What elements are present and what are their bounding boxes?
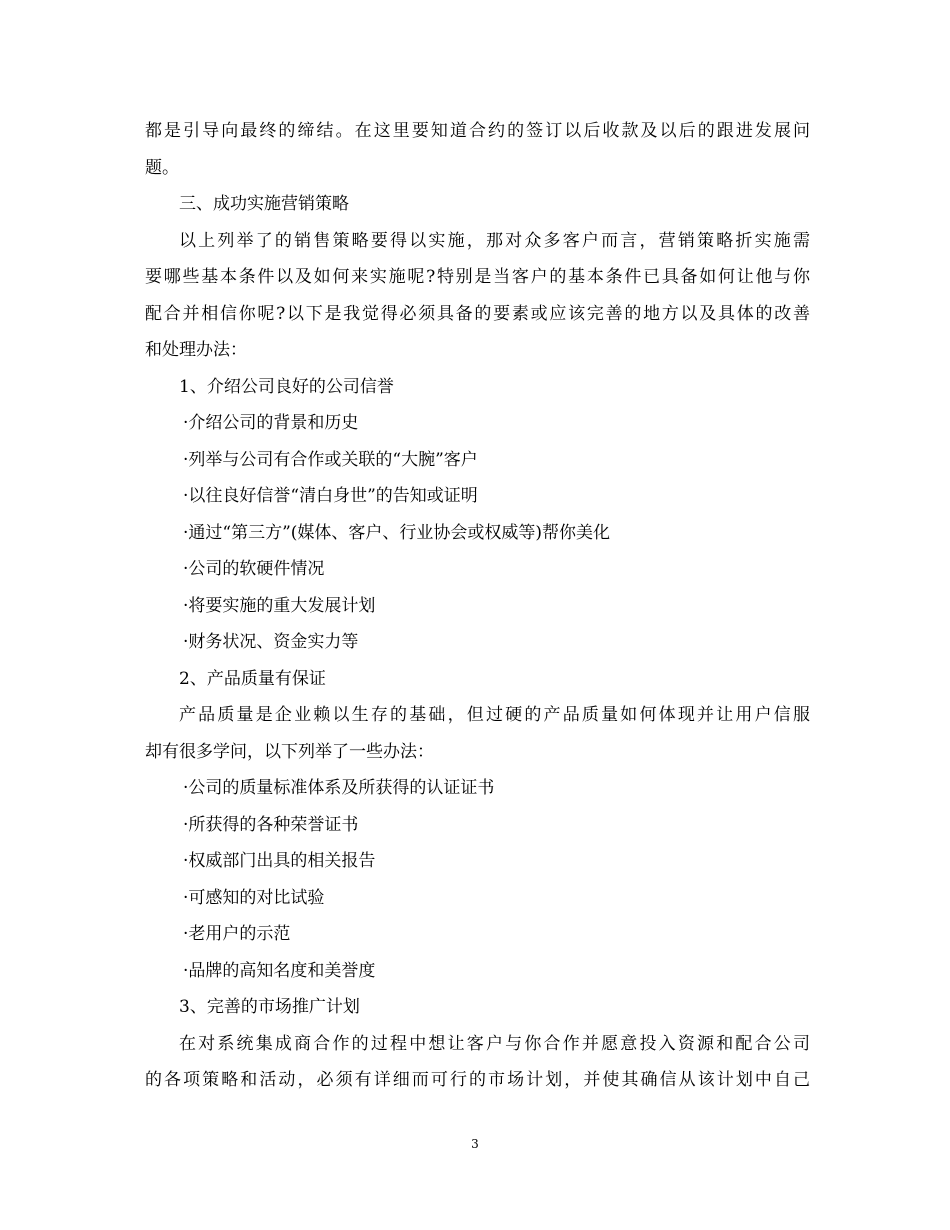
paragraph-line: 的各项策略和活动，必须有详细而可行的市场计划，并使其确信从该计划中自己 xyxy=(145,1070,810,1090)
page-number: 3 xyxy=(471,1137,479,1151)
bullet-item: ·列举与公司有合作或关联的“大腕”客户 xyxy=(183,449,478,470)
bullet-item: ·老用户的示范 xyxy=(183,924,291,944)
paragraph-line: 都是引导向最终的缔结。在这里要知道合约的签订以后收款及以后的跟进发展问 xyxy=(145,121,810,141)
paragraph-line: 产品质量是企业赖以生存的基础，但过硬的产品质量如何体现并让用户信服 xyxy=(179,705,810,725)
paragraph-line: 要哪些基本条件以及如何来实施呢?特别是当客户的基本条件已具备如何让他与你 xyxy=(145,267,810,287)
paragraph-line: 配合并相信你呢?以下是我觉得必须具备的要素或应该完善的地方以及具体的改善 xyxy=(145,303,810,324)
bullet-item: ·以往良好信誉“清白身世”的告知或证明 xyxy=(183,486,478,506)
paragraph-line: 以上列举了的销售策略要得以实施，那对众多客户而言，营销策略折实施需 xyxy=(179,230,810,251)
document-body xyxy=(145,113,810,1099)
bullet-item: ·所获得的各种荣誉证书 xyxy=(183,814,359,835)
bullet-item: ·公司的质量标准体系及所获得的认证证书 xyxy=(183,778,495,798)
subsection-heading: 2、产品质量有保证 xyxy=(179,668,326,689)
bullet-item: ·通过“第三方”(媒体、客户、行业协会或权威等)帮你美化 xyxy=(183,522,611,543)
bullet-item: ·将要实施的重大发展计划 xyxy=(183,595,376,616)
bullet-item: ·权威部门出具的相关报告 xyxy=(183,851,376,871)
paragraph-line: 却有很多学问，以下列举了一些办法： xyxy=(145,741,434,762)
bullet-item: ·公司的软硬件情况 xyxy=(183,559,325,579)
bullet-item: ·可感知的对比试验 xyxy=(183,887,325,908)
paragraph-line: 题。 xyxy=(145,157,179,178)
subsection-heading: 3、完善的市场推广计划 xyxy=(179,997,360,1017)
paragraph-line: 在对系统集成商合作的过程中想让客户与你合作并愿意投入资源和配合公司 xyxy=(179,1033,810,1054)
bullet-item: ·品牌的高知名度和美誉度 xyxy=(183,960,376,981)
bullet-item: ·财务状况、资金实力等 xyxy=(183,632,359,652)
subsection-heading: 1、介绍公司良好的公司信誉 xyxy=(179,376,394,397)
bullet-item: ·介绍公司的背景和历史 xyxy=(183,413,359,433)
paragraph-line: 和处理办法： xyxy=(145,340,247,360)
section-heading: 三、成功实施营销策略 xyxy=(179,194,349,214)
